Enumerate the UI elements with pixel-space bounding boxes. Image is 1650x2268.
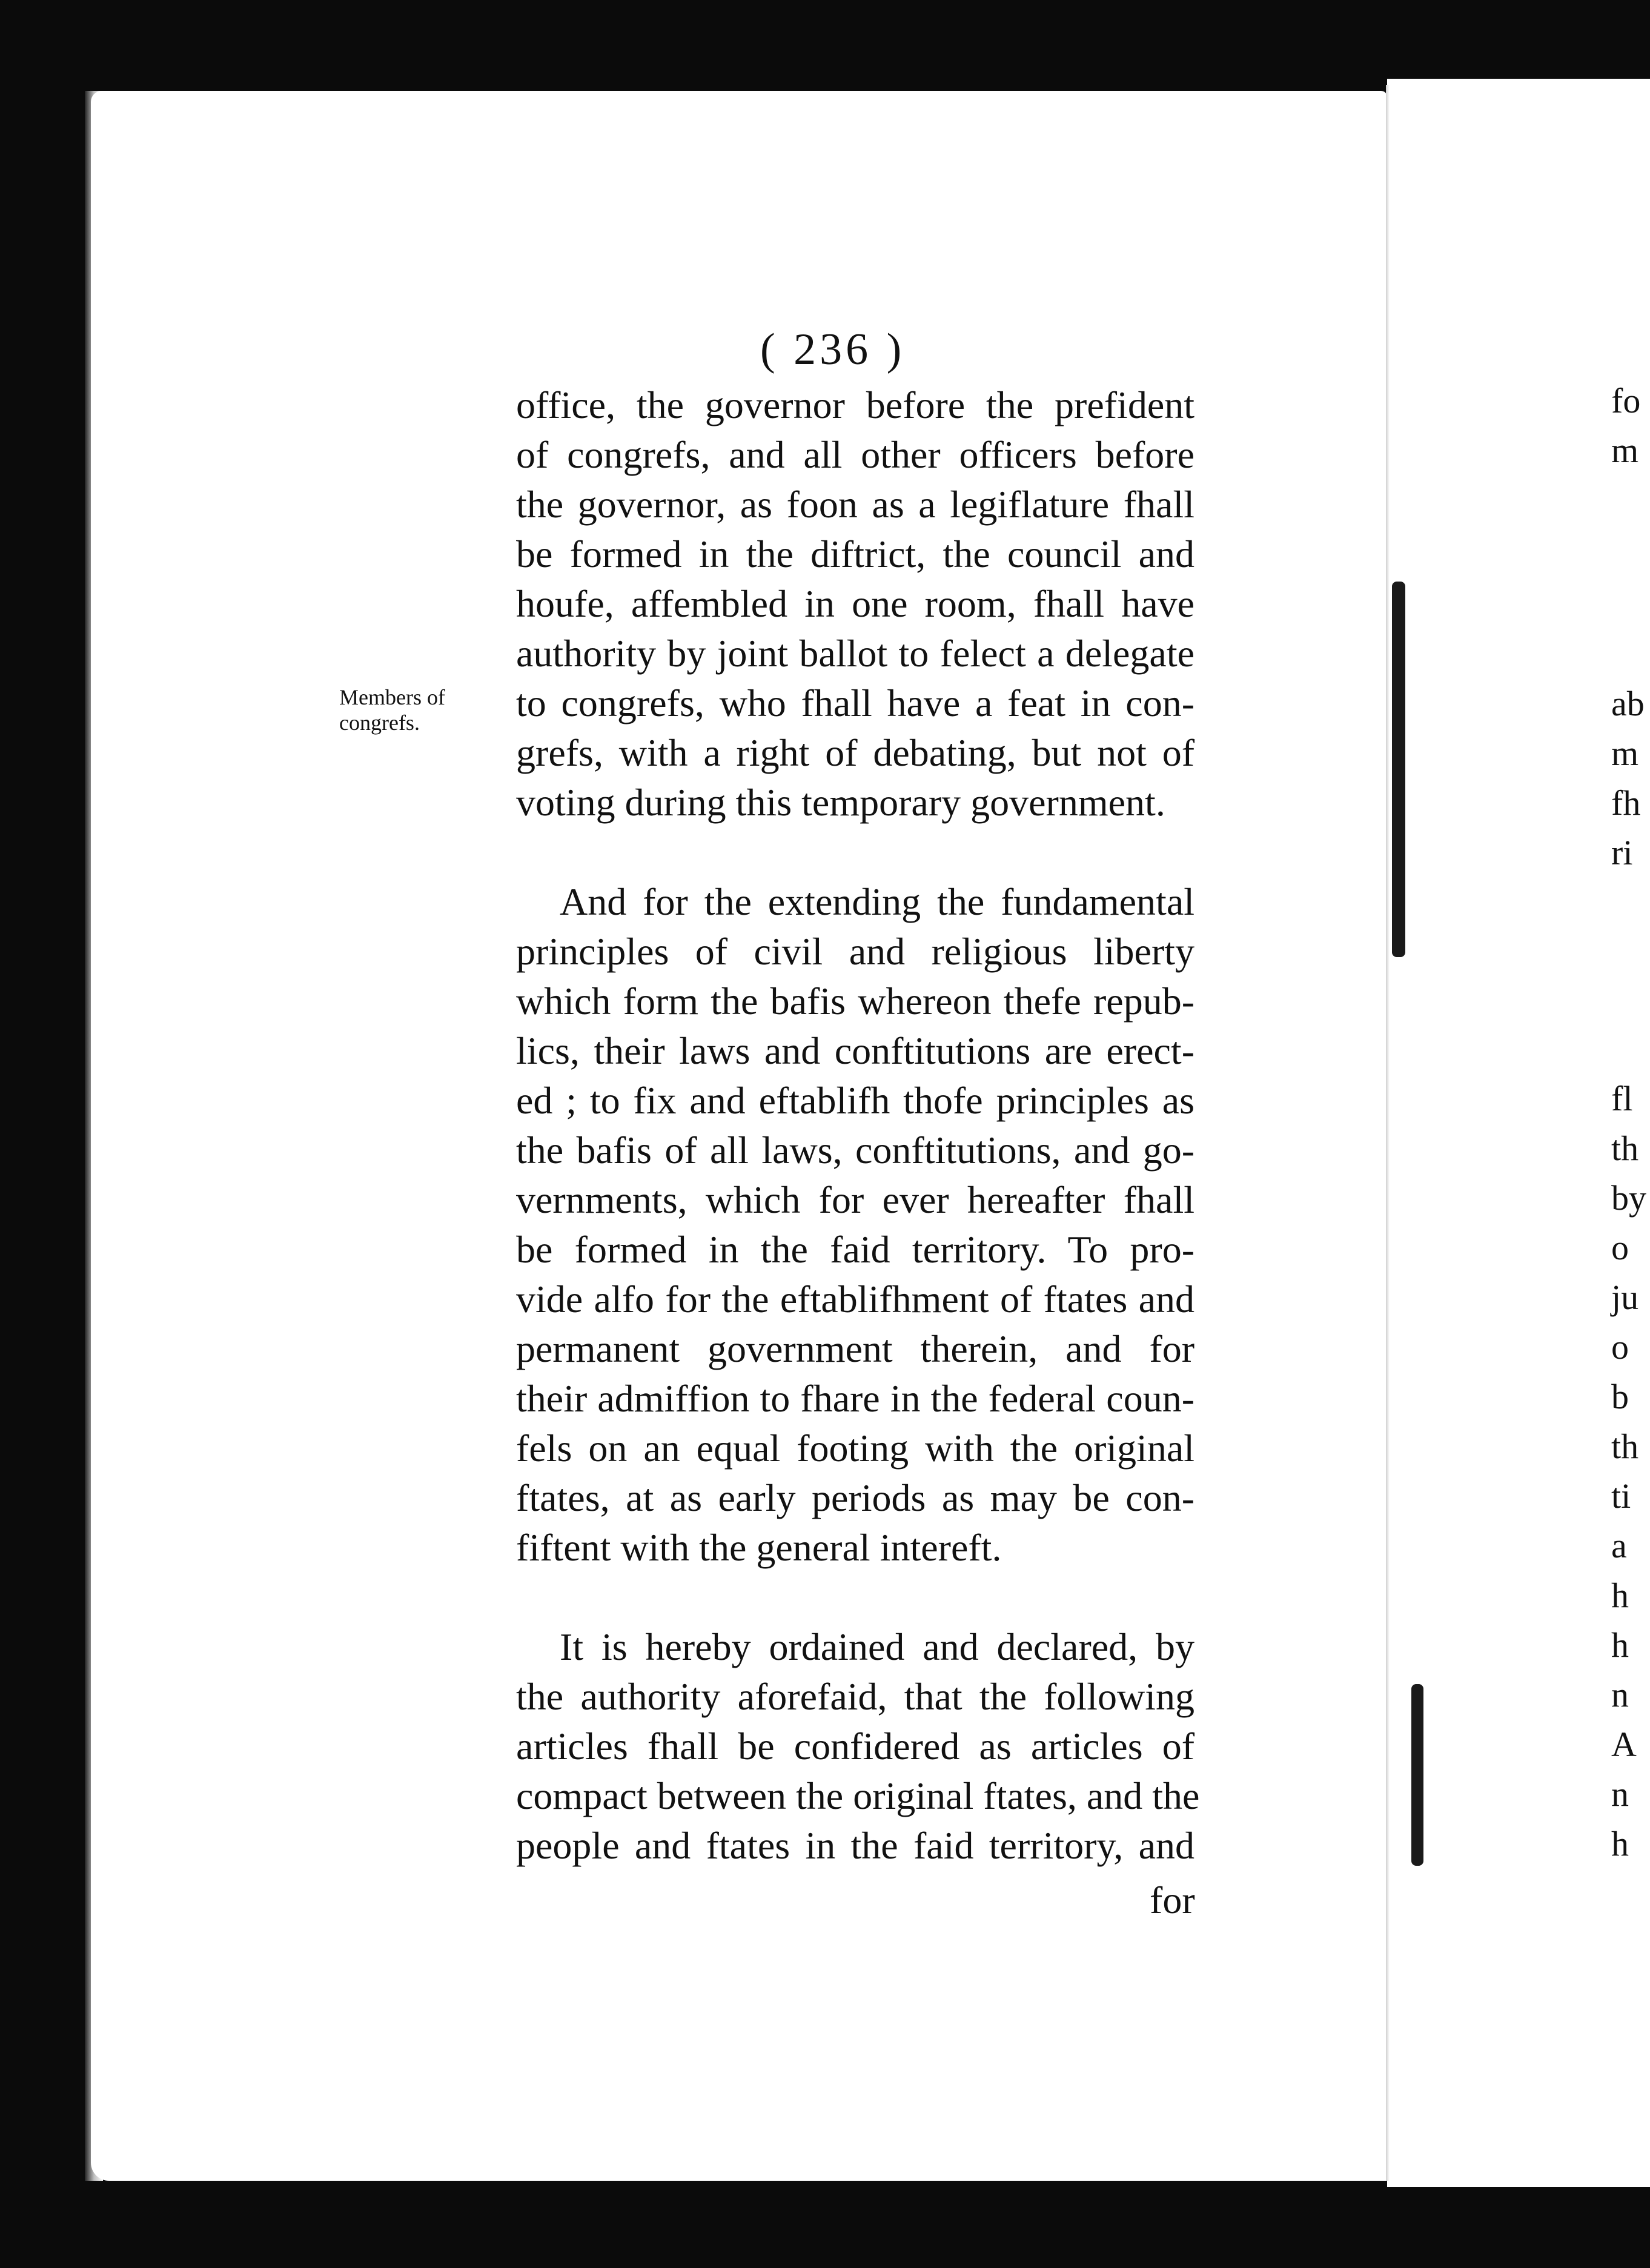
text-line: the governor, as foon as a legiflature fhall bbox=[516, 483, 1194, 526]
text-line: And for the extending the fundamental bbox=[560, 880, 1194, 923]
paragraph bbox=[516, 1622, 1200, 1871]
facing-page-fragment: o bbox=[1611, 1228, 1629, 1267]
facing-page-fragment: fh bbox=[1611, 783, 1641, 823]
catchword: for bbox=[1150, 1878, 1195, 1921]
facing-page-fragment: fl bbox=[1611, 1079, 1633, 1118]
text-line: compact between the original ftates, and the bbox=[516, 1774, 1200, 1817]
facing-page-fragment: b bbox=[1611, 1377, 1629, 1416]
text-line: to congrefs, who fhall have a feat in con- bbox=[516, 681, 1194, 724]
text-line: grefs, with a right of debating, but not of bbox=[516, 731, 1194, 774]
text-line: which form the bafis whereon thefe repub- bbox=[516, 980, 1194, 1023]
facing-page-fragment: n bbox=[1611, 1774, 1629, 1814]
facing-page-fragment: A bbox=[1611, 1725, 1637, 1764]
text-line: ed ; to fix and eftablifh thofe principles as bbox=[516, 1079, 1194, 1122]
text-line: ftates, at as early periods as may be con- bbox=[516, 1476, 1194, 1519]
facing-page-fragment: th bbox=[1611, 1427, 1639, 1466]
page-number: ( 236 ) bbox=[760, 325, 906, 374]
body-text bbox=[516, 380, 1200, 1871]
facing-page bbox=[1387, 79, 1650, 2187]
text-line: people and ftates in the faid territory, and bbox=[516, 1824, 1194, 1867]
text-line: It is hereby ordained and declared, by bbox=[560, 1625, 1194, 1668]
text-line: houfe, affembled in one room, fhall have bbox=[516, 582, 1194, 625]
text-line: the authority aforefaid, that the following bbox=[516, 1675, 1194, 1718]
facing-page-fragment: h bbox=[1611, 1824, 1629, 1863]
binding-shadow bbox=[1411, 1684, 1423, 1866]
facing-page-fragment: fo bbox=[1611, 381, 1641, 420]
text-line: permanent government therein, and for bbox=[516, 1327, 1194, 1370]
text-line: principles of civil and religious liberty bbox=[516, 930, 1194, 973]
text-line: the bafis of all laws, conftitutions, and go- bbox=[516, 1129, 1194, 1172]
facing-page-fragment: ti bbox=[1611, 1476, 1631, 1516]
text-line: vernments, which for ever hereafter fhall bbox=[516, 1178, 1194, 1221]
paragraph-gap bbox=[516, 827, 1194, 877]
text-line: be formed in the diftrict, the council and bbox=[516, 532, 1194, 575]
paragraph bbox=[516, 877, 1194, 1573]
facing-page-fragment: m bbox=[1611, 734, 1639, 773]
facing-page-fragment: ab bbox=[1611, 684, 1645, 723]
facing-page-fragment: ju bbox=[1611, 1278, 1639, 1317]
book-gutter bbox=[1386, 85, 1390, 2181]
facing-page-fragment: ri bbox=[1611, 833, 1633, 872]
text-line: their admiffion to fhare in the federal coun- bbox=[516, 1377, 1194, 1420]
margin-note-line: Members of bbox=[339, 685, 445, 709]
text-line: voting during this temporary government. bbox=[516, 781, 1165, 824]
text-line: fels on an equal footing with the original bbox=[516, 1427, 1194, 1470]
facing-page-fragment: h bbox=[1611, 1576, 1629, 1615]
text-line: office, the governor before the prefident bbox=[516, 383, 1194, 426]
paragraph-gap bbox=[516, 1573, 1194, 1622]
text-line: fiftent with the general intereft. bbox=[516, 1526, 1002, 1569]
facing-page-fragment: o bbox=[1611, 1327, 1629, 1367]
text-line: vide alfo for the eftablifhment of ftates and bbox=[516, 1278, 1194, 1321]
text-line: of congrefs, and all other officers before bbox=[516, 433, 1194, 476]
facing-page-fragment: th bbox=[1611, 1129, 1639, 1168]
facing-page-fragment: m bbox=[1611, 431, 1639, 470]
margin-note-line: congrefs. bbox=[339, 711, 420, 735]
text-line: articles fhall be confidered as articles of bbox=[516, 1725, 1194, 1768]
binding-shadow bbox=[1392, 582, 1405, 957]
facing-page-fragment: by bbox=[1611, 1178, 1646, 1218]
facing-page-fragment: h bbox=[1611, 1625, 1629, 1665]
text-line: lics, their laws and conftitutions are erect- bbox=[516, 1029, 1194, 1072]
text-line: be formed in the faid territory. To pro- bbox=[516, 1228, 1194, 1271]
text-line: authority by joint ballot to felect a delegate bbox=[516, 632, 1194, 675]
facing-page-fragment: a bbox=[1611, 1526, 1627, 1565]
margin-note bbox=[339, 685, 485, 735]
paragraph bbox=[516, 380, 1194, 827]
facing-page-fragment: n bbox=[1611, 1675, 1629, 1714]
